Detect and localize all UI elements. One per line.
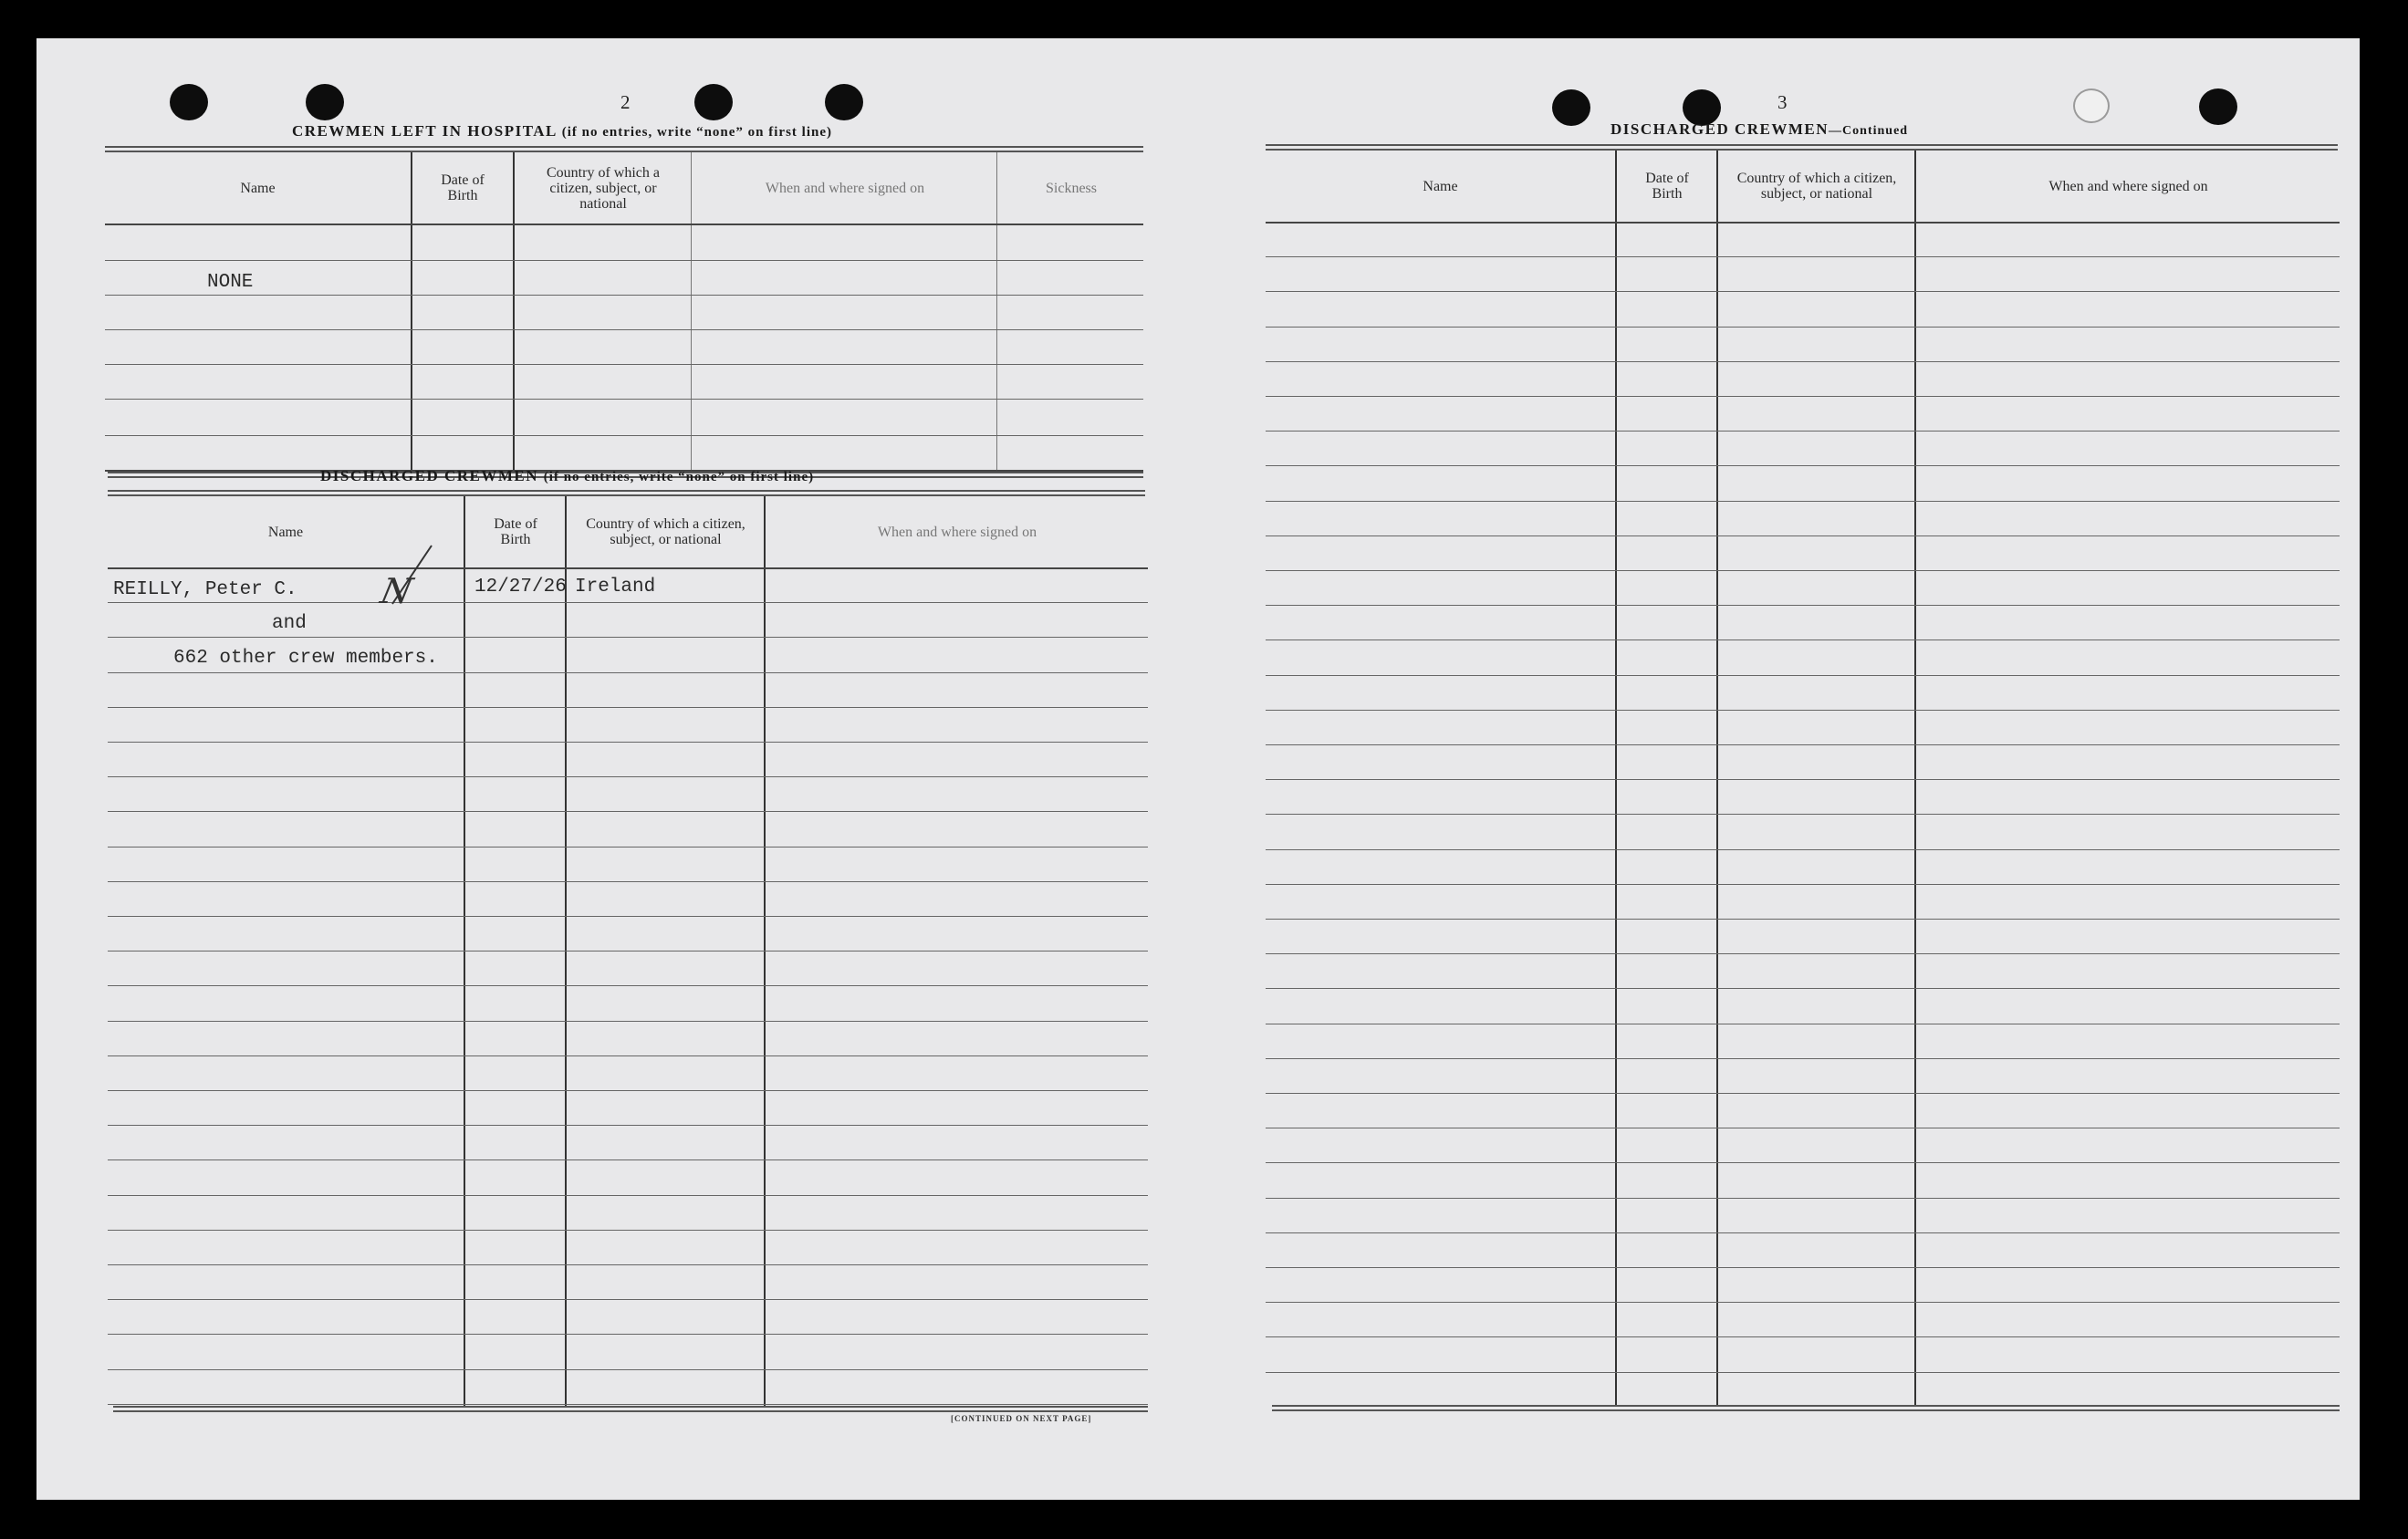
- row-line: [105, 364, 1143, 365]
- row-line: [1266, 256, 2340, 257]
- crew-count-note: 662 other crew members.: [173, 648, 438, 669]
- row-line: [105, 329, 1143, 330]
- row-line: [108, 637, 1148, 638]
- double-rule: [113, 1406, 1148, 1412]
- section-title-text: DISCHARGED CREWMEN: [320, 467, 539, 484]
- row-line: [1266, 327, 2340, 328]
- row-line: [1266, 1093, 2340, 1094]
- row-line: [1266, 1058, 2340, 1059]
- row-line: [108, 985, 1148, 986]
- double-rule: [1266, 144, 2338, 151]
- row-line: [1266, 222, 2340, 224]
- row-line: [1266, 501, 2340, 502]
- crew-country: Ireland: [575, 577, 656, 598]
- row-line: [1266, 988, 2340, 989]
- discharged-continued-table: [1266, 151, 2340, 1405]
- row-line: [1266, 710, 2340, 711]
- row-line: [1266, 849, 2340, 850]
- double-rule: [1272, 1405, 2340, 1411]
- row-line: [1266, 953, 2340, 954]
- row-line: [105, 295, 1143, 296]
- row-line: [1266, 396, 2340, 397]
- crew-date-of-birth: 12/27/26: [474, 577, 567, 598]
- row-line: [1266, 465, 2340, 466]
- punch-hole: [825, 84, 863, 120]
- row-line: [108, 1299, 1148, 1300]
- punch-hole: [2073, 88, 2110, 123]
- row-line: [108, 1195, 1148, 1196]
- row-line: [1266, 1336, 2340, 1337]
- row-line: [1266, 1162, 2340, 1163]
- row-line: [1266, 884, 2340, 885]
- row-line: [108, 567, 1148, 569]
- row-line: [108, 776, 1148, 777]
- row-line: [1266, 431, 2340, 432]
- column-header-name: Name: [267, 524, 304, 540]
- discharged-section-title: [320, 467, 814, 485]
- row-line: [108, 707, 1148, 708]
- column-divider: [411, 152, 412, 472]
- crew-continuation: and: [272, 613, 307, 634]
- row-line: [1266, 814, 2340, 815]
- section-instruction: (if no entries, write “none” on first line): [561, 125, 832, 140]
- column-divider: [1615, 151, 1617, 1405]
- continued-label: —Continued: [1829, 124, 1909, 138]
- row-line: [105, 224, 1143, 225]
- continued-footer: [CONTINUED ON NEXT PAGE]: [951, 1414, 1092, 1423]
- row-line: [1266, 1372, 2340, 1373]
- column-header-date-of-birth: Date of Birth: [441, 172, 485, 203]
- punch-hole: [2199, 88, 2237, 125]
- row-line: [108, 742, 1148, 743]
- row-line: [1266, 1302, 2340, 1303]
- row-line: [1266, 1198, 2340, 1199]
- column-header-signed-on: When and where signed on: [877, 524, 1037, 540]
- hospital-section-title: [292, 122, 832, 140]
- row-line: [108, 1404, 1148, 1405]
- column-header-date-of-birth: Date of Birth: [1645, 171, 1689, 202]
- discharged-continued-title: [1611, 120, 1908, 139]
- row-line: [108, 1125, 1148, 1126]
- column-header-name: Name: [1423, 178, 1458, 194]
- handwritten-mark: N: [377, 571, 416, 611]
- page-number: 3: [1777, 91, 1788, 113]
- row-line: [105, 435, 1143, 436]
- row-line: [1266, 675, 2340, 676]
- row-line: [105, 260, 1143, 261]
- row-line: [108, 1369, 1148, 1370]
- row-line: [108, 672, 1148, 673]
- column-header-signed-on: When and where signed on: [2048, 178, 2208, 194]
- document-sheet: [36, 38, 2360, 1500]
- section-instruction: (if no entries, write “none” on first line): [543, 470, 815, 484]
- hospital-table: [105, 152, 1143, 472]
- row-line: [108, 1055, 1148, 1056]
- column-divider: [1716, 151, 1718, 1405]
- punch-hole: [1552, 89, 1590, 126]
- row-line: [1266, 1232, 2340, 1233]
- section-title-text: DISCHARGED CREWMEN: [1611, 120, 1829, 138]
- check-stroke: [391, 542, 445, 606]
- double-rule: [108, 490, 1145, 496]
- row-line: [1266, 605, 2340, 606]
- column-header-sickness: Sickness: [1046, 180, 1097, 196]
- column-header-country: Country of which a citizen, subject, or national: [1736, 171, 1897, 202]
- row-line: [1266, 1267, 2340, 1268]
- punch-hole: [306, 84, 344, 120]
- row-line: [108, 811, 1148, 812]
- column-header-signed-on: When and where signed on: [765, 180, 925, 196]
- row-line: [108, 1159, 1148, 1160]
- row-line: [108, 602, 1148, 603]
- row-line: [108, 1021, 1148, 1022]
- row-line: [1266, 779, 2340, 780]
- row-line: [1266, 744, 2340, 745]
- row-line: [108, 1230, 1148, 1231]
- double-rule: [105, 146, 1143, 152]
- row-line: [1266, 361, 2340, 362]
- row-line: [108, 916, 1148, 917]
- column-header-name: Name: [240, 180, 276, 196]
- column-divider: [691, 152, 692, 472]
- column-header-country: Country of which a citizen, subject, or national: [547, 164, 660, 212]
- column-divider: [1914, 151, 1916, 1405]
- row-line: [1266, 919, 2340, 920]
- row-line: [105, 399, 1143, 400]
- row-line: [108, 1264, 1148, 1265]
- row-line: [1266, 570, 2340, 571]
- row-line: [108, 881, 1148, 882]
- row-line: [108, 1090, 1148, 1091]
- hospital-entry: NONE: [207, 272, 254, 293]
- crew-name: REILLY, Peter C.: [113, 579, 297, 600]
- row-line: [108, 1334, 1148, 1335]
- row-line: [1266, 291, 2340, 292]
- punch-hole: [694, 84, 733, 120]
- punch-hole: [170, 84, 208, 120]
- column-divider: [996, 152, 997, 472]
- column-divider: [513, 152, 515, 472]
- section-title-text: CREWMEN LEFT IN HOSPITAL: [292, 122, 557, 140]
- discharged-table: [108, 496, 1148, 1406]
- column-header-date-of-birth: Date of Birth: [494, 516, 537, 547]
- page-number: 2: [620, 91, 631, 113]
- column-header-country: Country of which a citizen, subject, or national: [586, 516, 745, 547]
